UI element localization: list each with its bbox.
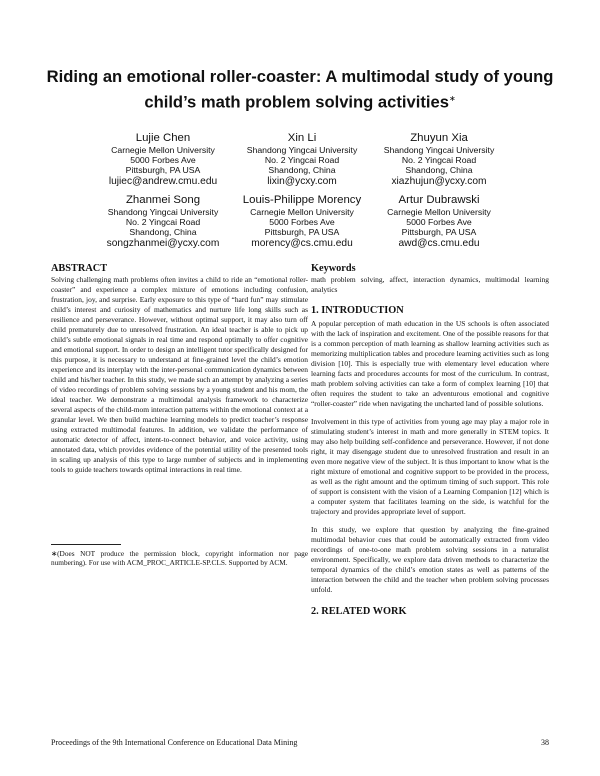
author-block: [227, 194, 377, 250]
author-block: [364, 132, 514, 188]
author-street: 5000 Forbes Ave: [130, 155, 196, 166]
author-street: 5000 Forbes Ave: [269, 217, 335, 228]
author-name: Lujie Chen: [135, 132, 191, 144]
abstract-section: [51, 262, 308, 475]
author-name: Zhuyun Xia: [410, 132, 468, 144]
author-affiliation: Carnegie Mellon University: [387, 207, 491, 217]
paragraph: A popular perception of math education in the US schools is often associated with the lack of inspiration and excitement. One of the possible reasons for that is a common perception of math learning as shallow learning activities such as memorizing multiplication tables and procedure learning activities such as long division [10]. This is especially true with elementary level education where learning facts and procedures accounts for most of the curriculum. In contrast, math problem solving activities can take a form of complex learning [10] that often requires the student to take an adventurous emotional and cognitive “roller-coaster” ride when navigating the uncharted land of possible solutions.: [311, 319, 549, 408]
author-affiliation: Shandong Yingcai University: [246, 145, 358, 155]
paragraph: Involvement in this type of activities from young age may play a major role in stimulating student’s interest in math and more generally in STEM topics. It may also help building self-confidence and perseverance. However, if not done right, it may disengage student due to unresolved frustration and result in an even more negative view of the subject. It is thus important to know what is the right mixture of emotional and cognitive support to be provided in the process, as well as the right amount and the optimum timing of such support. This role of support is consistent with the vision of a Learning Companion [12] which is a computer system that facilitates learning on the side, is watchful for the trajectory and provides appropriate level of support.: [311, 417, 549, 516]
author-block: [364, 194, 514, 250]
author-email: morency@cs.cmu.edu: [251, 237, 353, 249]
author-street: No. 2 Yingcai Road: [401, 155, 477, 166]
page-number: 38: [541, 738, 549, 747]
title-text: Riding an emotional roller-coaster: A multimodal study of young child’s math problem solving activities: [46, 67, 554, 112]
proceedings-label: Proceedings of the 9th International Conference on Educational Data Mining: [51, 738, 298, 747]
author-name: Zhanmei Song: [125, 194, 201, 206]
paragraph: In this study, we explore that question by analyzing the fine-grained multimodal behavior cues that could be automatically extracted from video recordings of one-to-one math problem solving sessions in a naturalist environment. Specifically, we explore data driven methods to characterize the temporal dynamics of the child’s emotion states as well as patterns of the interaction between the child and the teacher when problem solving processes unfold.: [311, 525, 549, 594]
author-email: songzhanmei@ycxy.com: [106, 237, 220, 249]
abstract-heading: ABSTRACT: [51, 263, 108, 274]
author-block: [88, 132, 238, 188]
author-city: Pittsburgh, PA USA: [401, 227, 477, 238]
related-work-heading: 2. RELATED WORK: [311, 606, 407, 617]
author-affiliation: Shandong Yingcai University: [107, 207, 219, 217]
author-name: Artur Dubrawski: [398, 194, 480, 206]
author-city: Pittsburgh, PA USA: [264, 227, 340, 238]
author-email: awd@cs.cmu.edu: [398, 237, 480, 249]
right-column: [311, 262, 549, 618]
keywords-text: math problem solving, affect, interaction dynamics, multimodal learning analytics: [311, 275, 549, 294]
author-email: lujiec@andrew.cmu.edu: [108, 175, 218, 187]
title-footnote-mark: ∗: [448, 94, 456, 103]
author-name: Louis-Philippe Morency: [242, 194, 362, 206]
author-street: No. 2 Yingcai Road: [264, 155, 340, 166]
author-city: Shandong, China: [129, 227, 197, 238]
author-block: [88, 194, 238, 250]
author-affiliation: Shandong Yingcai University: [383, 145, 495, 155]
author-affiliation: Carnegie Mellon University: [250, 207, 354, 217]
author-name: Xin Li: [287, 132, 317, 144]
abstract-text: Solving challenging math problems often invites a child to ride an “emotional roller-coaster” and experience a complex mixture of emotions including confusion, frustration, joy, and surprise. Early exposure to this type of “hard fun” may stimulate child’s interest and curiosity of mathematics and nurture life long skills such as resilience and perseverance. However, without optimal support, it may also turn off child prematurely due to unresolved frustration. An ideal teacher is able to pick up child’s subtle emotional signals in real time and respond optimally to offer cognitive and emotional support. In order to design an intelligent tutor specifically designed for this purpose, it is necessary to understand at fine-grained level the child’s emotion experience and its interplay with the inter-personal communication dynamics between child and his/her teacher. In this study, we made such an attempt by analyzing a series of video recordings of problem solving sessions by a young student and his mom, the ideal teacher. We demonstrate a multimodal analysis framework to characterize several aspects of the child-mom interaction patterns within the emotional context at a granular level. We then build machine learning models to predict teacher’s response using extracted multimodal features. In addition, we validate the performance of automatic detector of affect, intent-to-connect behavior, and voice activity, using annotated data, which provides evidence of the potential utility of the presented tools in scaling up analysis of this type to large number of subjects and in implementing tools to guide teachers towards optimal interactions in real time.: [51, 275, 308, 474]
introduction-heading: 1. INTRODUCTION: [311, 305, 404, 316]
author-street: No. 2 Yingcai Road: [125, 217, 201, 228]
footnote-text: ∗(Does NOT produce the permission block, copyright information nor page numbering). For use with ACM_PROC_ARTICLE-SP.CLS. Supported by ACM.: [51, 549, 308, 567]
author-city: Shandong, China: [268, 165, 336, 176]
footnote-divider: [51, 544, 121, 545]
author-email: xiazhujun@ycxy.com: [391, 175, 487, 187]
paper-title: [40, 66, 560, 114]
page-footer: [51, 738, 549, 748]
keywords-heading: Keywords: [311, 263, 356, 274]
author-affiliation: Carnegie Mellon University: [111, 145, 215, 155]
author-city: Pittsburgh, PA USA: [125, 165, 201, 176]
author-city: Shandong, China: [405, 165, 473, 176]
author-block: [227, 132, 377, 188]
author-email: lixin@ycxy.com: [267, 175, 337, 187]
author-street: 5000 Forbes Ave: [406, 217, 472, 228]
